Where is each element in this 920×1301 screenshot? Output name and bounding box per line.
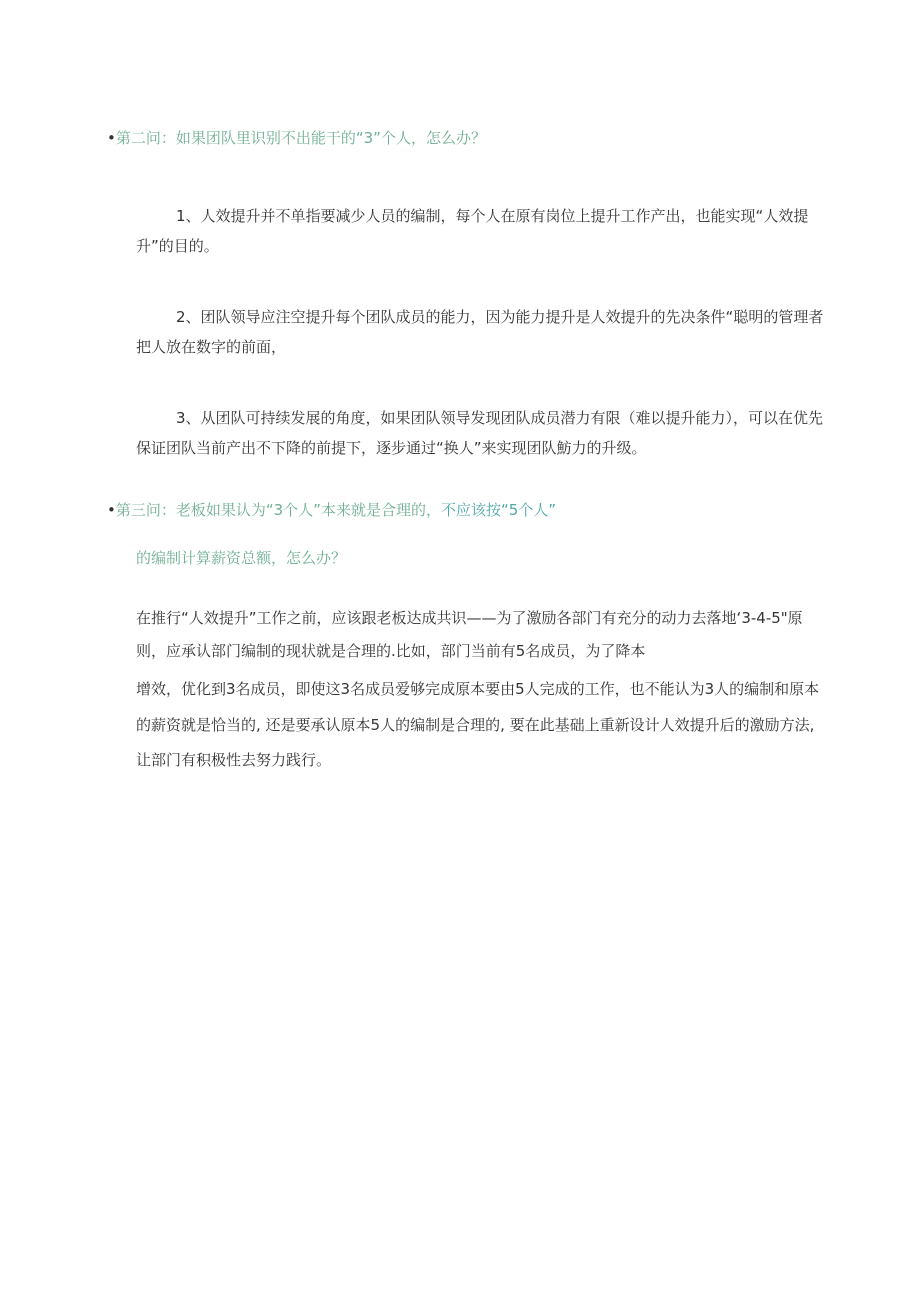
question-3-title-part-2: 不应该按“5个人” [440, 501, 557, 519]
question-3-title-continued: 的编制计算薪资总额，怎么办？ [136, 549, 347, 567]
question-3-heading [107, 500, 556, 520]
question-3-answer-line-5: 让部门有积极性去努力践行。 [136, 751, 332, 769]
question-2-title: 第二问：如果团队里识别不出能干的“3”个人，怎么办？ [115, 129, 486, 147]
question-2-heading [107, 128, 486, 148]
question-2-answer-3: 3、从团队可持续发展的角度，如果团队领导发现团队成员潜力有限（难以提升能力），可以在优先保证团队当前产出不下降的前提下，逐步通过“换人”来实现团队魴力的升级。 [136, 409, 824, 457]
question-3-answer-line-2: 则，应承认部门编制的现状就是合理的.比如，部门当前有5名成员，为了降本 [136, 642, 646, 660]
question-3-answer-line-1: 在推行“人效提升”工作之前，应该跟老板达成共识——为了激励各部门有充分的动力去落地‘3-4-5"原 [136, 609, 803, 627]
question-3-answer-line-4: 的薪资就是恰当的, 还是要承认原本5人的编制是合理的, 要在此基础上重新设计人效提升后的激励方法, [136, 716, 815, 734]
bullet-icon: • [107, 501, 116, 519]
question-3-title-part-1: 第三问：老板如果认为“3个人”本来就是合理的， [115, 501, 441, 519]
question-3-answer-line-3: 增效，优化到3名成员，即使这3名成员爱够完成原本要由5人完成的工作，也不能认为3人的编制和原本 [136, 680, 820, 698]
bullet-icon: • [107, 129, 116, 147]
question-2-answer-2: 2、团队领导应注空提升每个团队成员的能力，因为能力提升是人效提升的先决条件“聪明的管理者把人放在数字的前面， [136, 308, 824, 356]
question-2-answer-1: 1、人效提升并不单指要减少人员的编制，每个人在原有岗位上提升工作产出，也能实现“人效提升”的目的。 [136, 207, 809, 255]
